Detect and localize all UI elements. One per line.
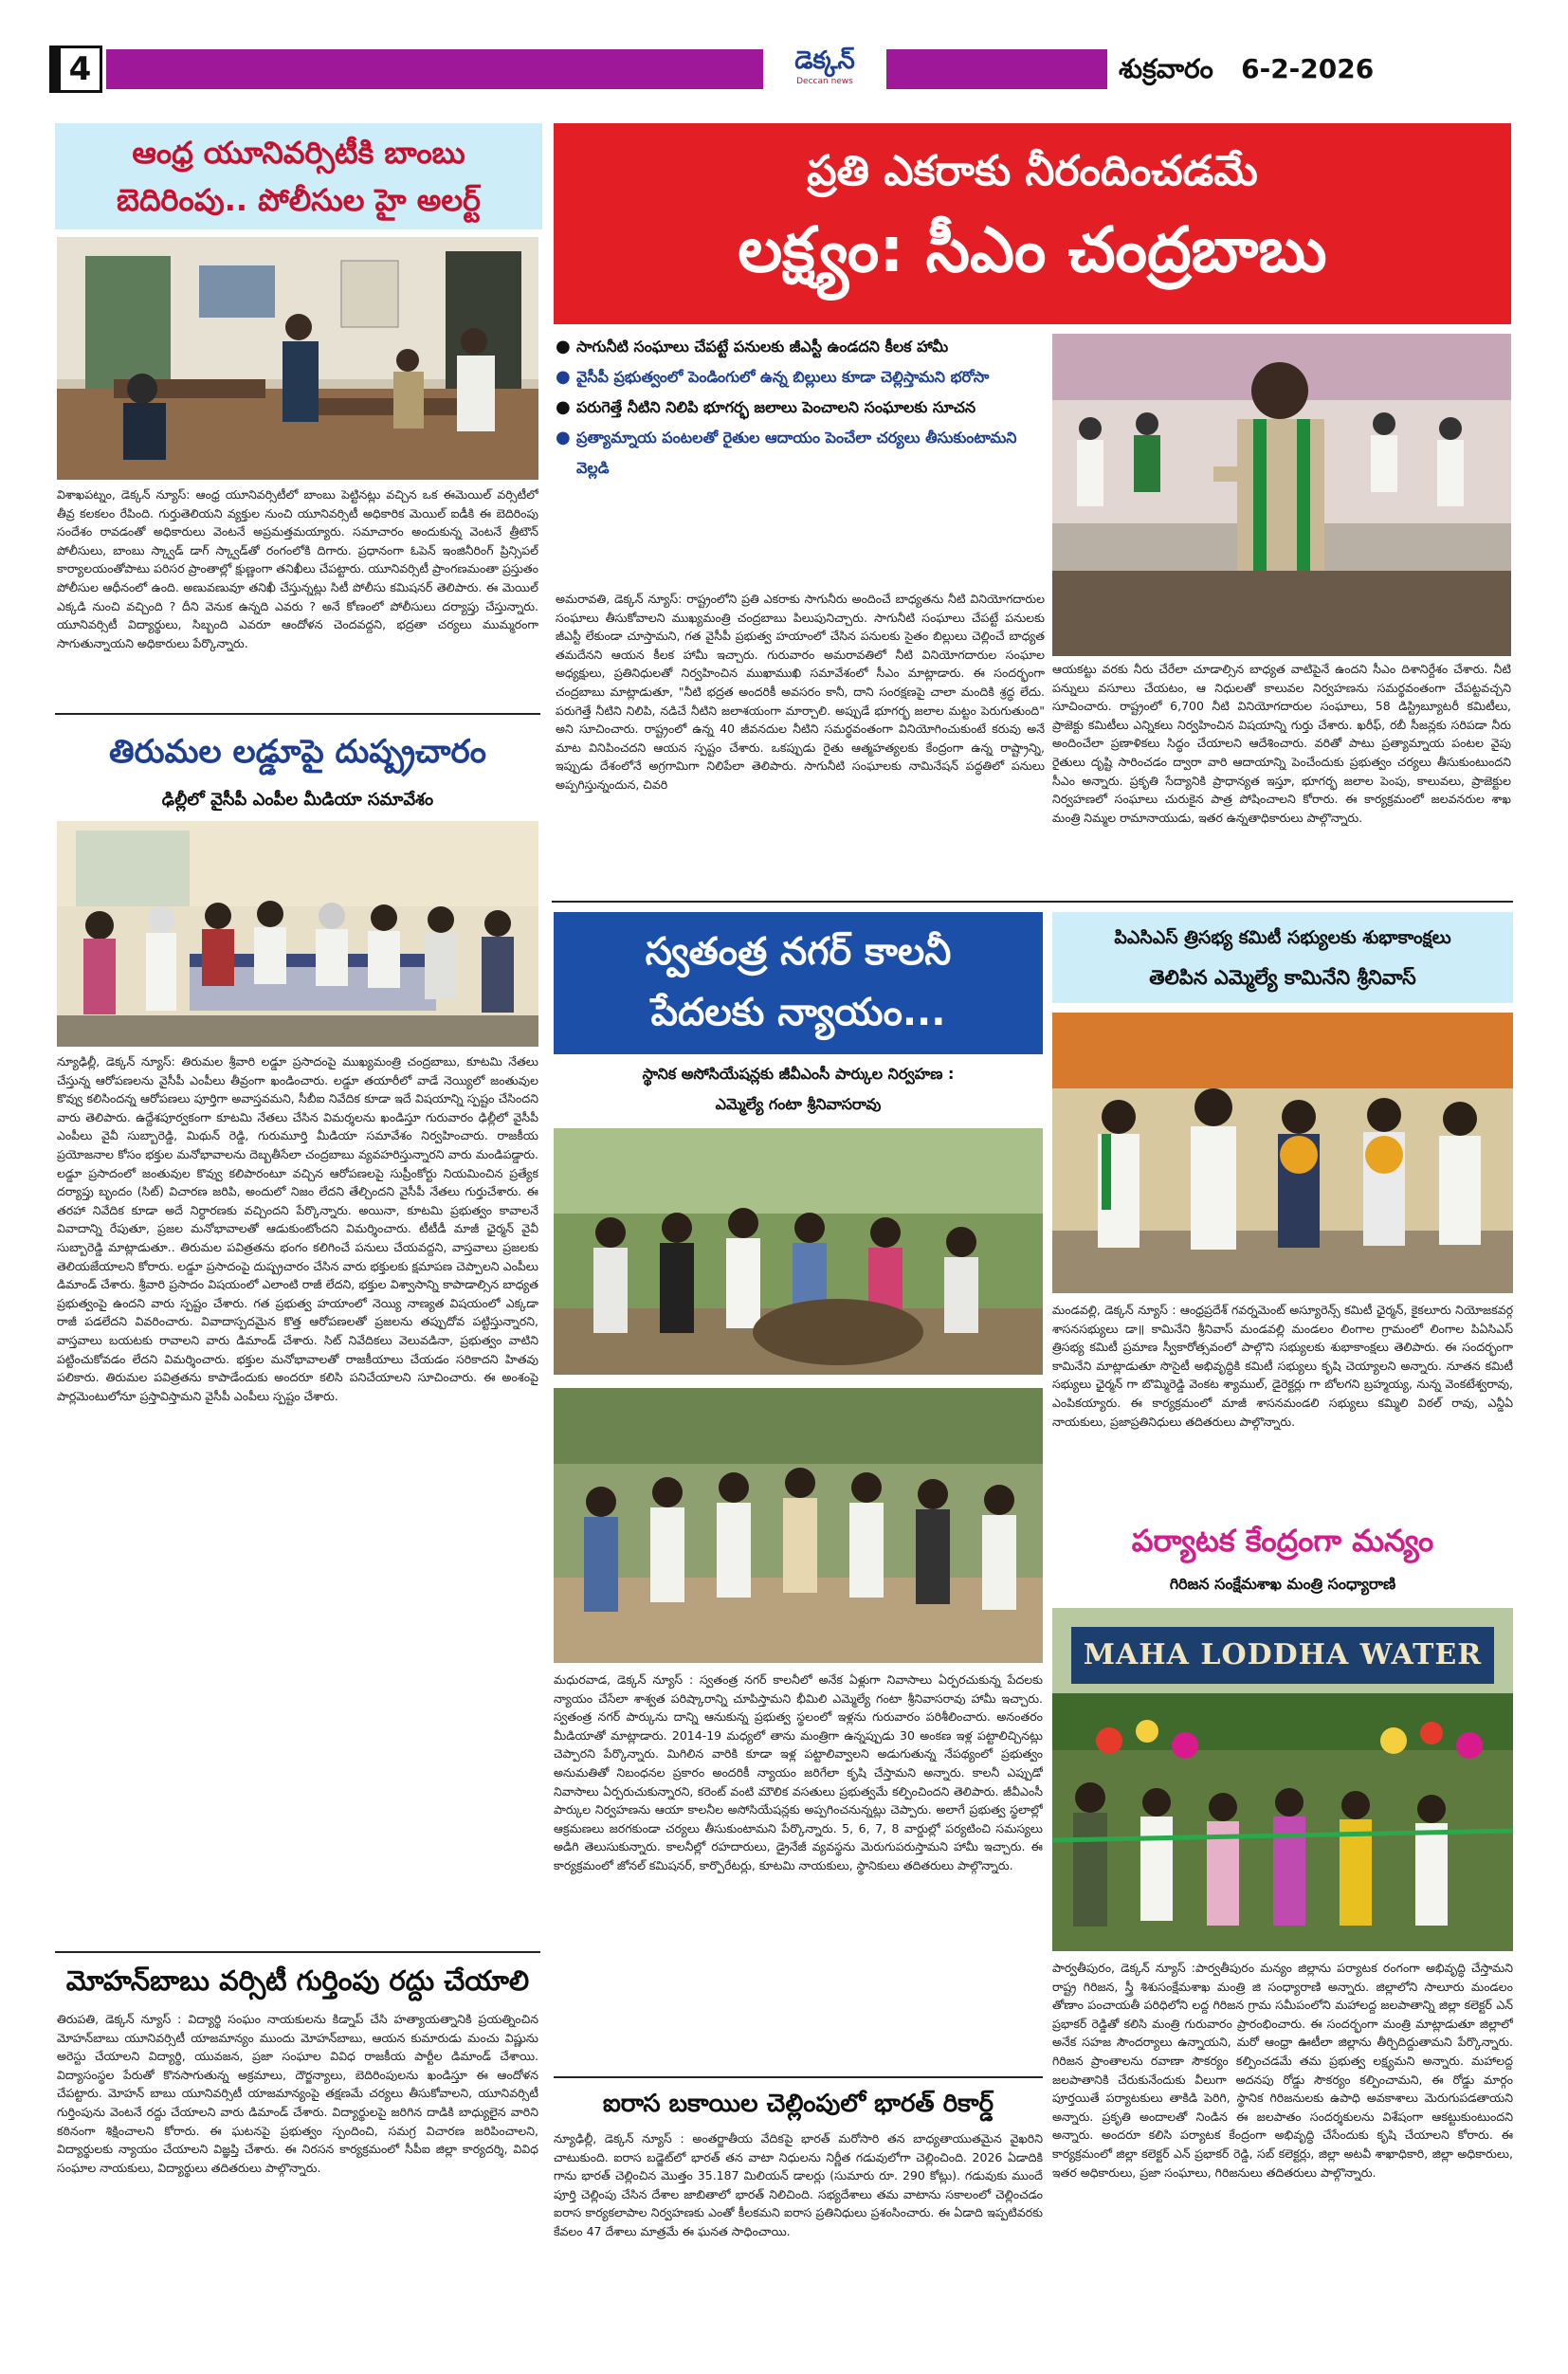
masthead-bar-right (886, 49, 1107, 89)
ap-university-headline-line1: ఆంధ్ర యూనివర్సిటీకి బాంబు (132, 135, 465, 171)
cm-bullet-text-1: సాగునీటి సంఘాలు చేపట్టే పనులకు జీఎస్టీ ఉండదని కీలక హామీ (576, 338, 949, 356)
mohanbabu-headline: మోహన్‌బాబు వర్సిటీ గుర్తింపు రద్దు చేయాలి (65, 1964, 530, 1997)
cm-body-right: ఆయకట్టు వరకు నీరు చేరేలా చూడాల్సిన బాధ్యత వాటిపైనే ఉందని సీఎం దిశానిర్దేశం చేశారు. నీటి పన్నులు వసూలు చేయటం, ఆ నిధులతో కాలువల నిర్వహణను సమర్థవంతంగా చేపట్టవచ్చని సూచించారు. రాష్ట్రంలో 6,700 నీటి వినియోగదారుల సంఘాలు, 58 డిస్ట్రిబ్యూటరీ కమిటీలు, ప్రాజెక్టు కమిటీలు ఎన్నికలు నిర్వహించిన విషయాన్ని గుర్తు చేశారు. ఖరీఫ్, రబీ సీజన్లకు సరిపడా నీరు అందించేలా ప్రణాళికలు సిద్ధం చేయాలని ఆదేశించారు. వరితో పాటు ప్రత్యామ్నాయ పంటల వైపు రైతులు దృష్టి సారించడం ద్వారా వారి ఆదాయాన్ని పెంచేందుకు ప్రభుత్వం చర్యలు తీసుకుంటుందని సీఎం అన్నారు. ప్రకృతి సేద్యానికి ప్రాధాన్యత ఇస్తూ, భూగర్భ జలాల పెంపు, కాలువలు, ప్రాజెక్టుల నిర్వహణలో సంఘాలు చురుకైన పాత్ర పోషించాలని కోరారు. ఈ కార్యక్రమంలో జలవనరుల శాఖ మంత్రి నిమ్మల రామానాయుడు, ఇతర ఉన్నతాధికారులు పాల్గొన్నారు. (1052, 662, 1511, 825)
ap-university-headline-line2: బెదిరింపు.. పోలీసుల హై అలర్ట్ (116, 182, 482, 218)
pacs-photo (1052, 1013, 1513, 1293)
logo-subtext: Deccan news (796, 77, 853, 86)
tirumala-photo (57, 821, 538, 1047)
left-divider-1 (55, 713, 540, 715)
cm-body-left: అమరావతి, డెక్కన్ న్యూస్: రాష్ట్రంలోని ప్రతి ఎకరాకు సాగునీరు అందించే బాధ్యతను నీటి వినియోగదారుల సంఘాలు తీసుకోవాలని ముఖ్యమంత్రి చంద్రబాబు పిలుపునిచ్చారు. సాగునీటి సంఘాలు చేపట్టే పనులకు జీఎస్టీ లేకుండా చూస్తామని, గత వైసీపీ ప్రభుత్వ హయాంలో చేసిన పనులకు సైతం బిల్లులు చెల్లించే బాధ్యత తమదేనని ఆయన కీలక హామీ ఇచ్చారు. గురువారం అమరావతిలో నీటి వినియోగదారుల సంఘాల అధ్యక్షులు, ప్రతినిధులతో నిర్వహించిన ముఖాముఖి సమావేశంలో సీఎం మాట్లాడారు. ఈ సందర్భంగా చంద్రబాబు మాట్లాడుతూ, "నీటి భద్రత అందరికీ అవసరం కానీ, దాని సంరక్షణపై చాలా మందికి శ్రద్ధ లేదు. పరుగెత్తే నీటిని నిలిపి, నడిచే నీటిని జలాశయంగా మార్చాలి. అప్పుడే భూగర్భ జలాల మట్టం పెరుగుతుంది" అని సూచించారు. రాష్ట్రంలో ఉన్న 40 జీవనదుల నీటిని సమర్థవంతంగా వినియోగించుకుంటే కరువు అనే మాట వినిపించదని ఆయన స్పష్టం చేశారు. ఒకప్పుడు రైతు ఆత్మహత్యలకు కేంద్రంగా ఉన్న రాష్ట్రాన్ని, ఇప్పుడు దేశంలోనే అగ్రగామిగా నిలిపేలా తెలిపారు. సాగునీటి సంఘాలకు నామినేషన్ పద్ధతిలో పనులు అప్పగిస్తున్నందున, చివరి (556, 592, 1045, 792)
cm-bullet-text-4: ప్రత్యామ్నాయ పంటలతో రైతుల ఆదాయం పెంచేలా చర్యలు తీసుకుంటామని వెల్లడి (576, 429, 1017, 477)
colony-subhead-line2: ఎమ్మెల్యే గంటా శ్రీనివాసరావు (715, 1095, 882, 1113)
un-dues-body: న్యూఢిల్లీ, డెక్కన్ న్యూస్ : అంతర్జాతీయ వేదికపై భారత్ మరోసారి తన బాధ్యతాయుతమైన వైఖరిని చాటుకుంది. ఐరాస బడ్జెట్‌లో భారత్ తన వాటా నిధులను నిర్ణీత గడువులోగా చెల్లించింది. 2026 ఏడాదికి గాను భారత్ చెల్లించిన మొత్తం 35.187 మిలియన్ డాలర్లు (సుమారు రూ. 290 కోట్లు). గడువుకు ముందే పూర్తి చెల్లింపు చేసిన దేశాల జాబితాలో భారత్ నిలిచింది. సభ్యదేశాలు తమ వాటాను సకాలంలో చెల్లించడం ఐరాస కార్యకలాపాల నిర్వహణకు ఎంతో కీలకమని ఐరాస ప్రతినిధులు ప్రశంసించారు. ఈ ఏడాది ఇప్పటివరకు కేవలం 47 దేశాలు మాత్రమే ఈ ఘనత సాధించాయి. (554, 2131, 1043, 2238)
colony-headline-line2: పేదలకు న్యాయం... (650, 991, 946, 1034)
cm-photo (1052, 334, 1511, 656)
bullet-dot-icon: ● (556, 397, 571, 417)
tourism-photo-sign: MAHA LODDHA WATER (1083, 1638, 1483, 1671)
tourism-body: పార్వతీపురం, డెక్కన్ న్యూస్ :పార్వతీపురం మన్యం జిల్లాను పర్యాటక రంగంగా అభివృద్ధి చేస్తామని రాష్ట్ర గిరిజన, స్త్రీ శిశుసంక్షేమశాఖ మంత్రి జి సంధ్యారాణి అన్నారు. జిల్లాలోని సాలూరు మండలం తోణాం పంచాయతీ పరిధిలోని లద్ద గిరిజన గ్రామ సమీపంలోని మహాలద్ద జలపాతాన్ని జిల్లా కలెక్టర్ ఎన్ ప్రభాకర్ రెడ్డితో కలిసి మంత్రి గురువారం ప్రారంభించారు. ఈ సందర్భంగా మంత్రి మాట్లాడుతూ జిల్లాలో అనేక సహజ సౌందర్యాలు ఉన్నాయని, మరో ఆంధ్రా ఊటీలా జిల్లాను తీర్చిదిద్దుతామని పేర్కొన్నారు. గిరిజన ప్రాంతాలను రవాణా సౌకర్యం కల్పించడమే తమ ప్రభుత్వ లక్ష్యమని అన్నారు. మహాలద్ద జలపాతానికి చేరుకునేందుకు వీలుగా అదనపు రోడ్డు సౌకర్యం కల్పించామని, ఈ రోడ్డు మార్గం పూర్తయితే పర్యాటకులు తాకిడి పెరిగి, స్థానిక గిరిజనులకు ఉపాధి అవకాశాలు మెరుగుపడతాయని అన్నారు. ప్రకృతి అందాలతో నిండిన ఈ జలపాతం సందర్శకులను విశేషంగా ఆకట్టుకుంటుందని అన్నారు. అందరూ కలిసి పర్యాటక కేంద్రంగా అభివృద్ధి చేసేందుకు కృషి చేయాలని కోరారు. ఈ కార్యక్రమంలో జిల్లా కలెక్టర్ ఎన్ ప్రభాకర్ రెడ్డి, సబ్ కలెక్టర్లు, జిల్లా అటవీ శాఖాధికారి, జిల్లా అధికారులు, ఇతర అధికారులు, ప్రజా సంఘాలు, గిరిజనులు తదితరులు పాల్గొన్నారు. (1052, 1961, 1513, 2180)
cm-bullet-1 (556, 332, 1045, 362)
left-divider-2 (55, 1951, 540, 1953)
logo-text: డెక్కన్ (794, 46, 855, 75)
colony-headline-line1: స్వతంత్ర నగర్ కాలనీ (645, 930, 952, 974)
ap-university-headline-box (55, 123, 542, 229)
colony-photo-1 (554, 1128, 1043, 1375)
tirumala-headline: తిరుమల లడ్డూపై దుష్ప్రచారం (109, 733, 486, 771)
cm-headline-banner (554, 123, 1511, 324)
masthead-logo (763, 46, 886, 93)
issue-date: శుక్రవారం 6-2-2026 (1119, 53, 1375, 84)
bullet-dot-icon: ● (556, 367, 571, 387)
un-dues-headline: ఐరాస బకాయిల చెల్లింపులో భారత్ రికార్డ్ (602, 2090, 994, 2118)
pacs-headline-line1: పిఎసిఎస్ త్రిసభ్య కమిటీ సభ్యులకు శుభాకాంక్షలు (1114, 927, 1451, 948)
cm-bullet-3 (556, 393, 1045, 423)
colony-headline-banner (554, 912, 1043, 1054)
pacs-body: మండవల్లి, డెక్కన్ న్యూస్ : ఆంధ్రప్రదేశ్ గవర్నమెంట్ అస్యూరెన్స్ కమిటీ ఛైర్మన్, కైకలూరు నియోజకవర్గ శాసనసభ్యులు డా॥ కామినేని శ్రీనివాస్ మండవల్లి మండలం లింగాల గ్రామంలో లింగాల పిఏసిఎస్ త్రిసభ్య కమిటీ ప్రమాణ స్వీకారోత్సవంలో పాల్గొని సభ్యులకు శుభాకాంక్షలు తెలిపారు. ఈ సందర్భంగా కామినేని మాట్లాడుతూ సొసైటీ అభివృద్ధికి కమిటీ సభ్యులు కృషి చెయ్యాలని అన్నారు. నూతన కమిటీ సభ్యులు ఛైర్మన్ గా బొమ్మిరెడ్డి వెంకట శ్యాముల్, డైరెక్టర్లు గా బోలగని బ్రహ్మయ్య, నున్న వెంకటేశ్వరావు, ఎంపికయ్యారు. ఈ కార్యక్రమంలో మాజీ శాసనమండలి సభ్యులు కమ్మిలి విఠల్ రావు, ఎన్డీఏ నాయకులు, ప్రజాప్రతినిధులు తదితరులు పాల్గొన్నారు. (1052, 1303, 1513, 1429)
tirumala-subhead: ఢిల్లీలో వైసీపీ ఎంపీల మీడియా సమావేశం (161, 790, 434, 810)
cm-bullet-text-3: పరుగెత్తే నీటిని నిలిపి భూగర్భ జలాలు పెంచాలని సంఘాలకు సూచన (576, 398, 976, 416)
page-number: 4 (68, 50, 92, 88)
pacs-headline-line2: తెలిపిన ఎమ్మెల్యే కామినేని శ్రీనివాస్ (1149, 966, 1416, 989)
colony-subhead-line1: స్థానిక అసోసియేషన్లకు జీవీఎంసీ పార్కుల నిర్వహణ : (642, 1065, 955, 1083)
mohanbabu-body: తిరుపతి, డెక్కన్ న్యూస్ : విద్యార్థి సంఘం నాయకులను కిడ్నాప్ చేసి హత్యాయత్నానికి ప్రయత్నించిన మోహన్‌బాబు యూనివర్సిటీ యాజమాన్యం ముందు మోహన్‌బాబు, ఆయన కుమారుడు మంచు విష్ణును అరెస్టు చేయాలని విద్యార్థి, యువజన, ప్రజా సంఘాల వివిధ రాజకీయ పార్టీల డిమాండ్ చేశాయి. విద్యాసంస్థల పేరుతో కొనసాగుతున్న అక్రమాలు, దౌర్జన్యాలు, బెదిరింపులను ఖండిస్తూ ఈ ఆందోళన చేపట్టారు. మోహన్ బాబు యూనివర్సిటీ యాజమాన్యంపై తక్షణమే చర్యలు తీసుకోవాలని, యూనివర్సిటీ గుర్తింపును వెంటనే రద్దు చేయాలని వారు డిమాండ్ చేశారు. విద్యార్థులపై జరిగిన దాడికి బాధ్యులైన వారిని కఠినంగా శిక్షించాలని కోరారు. ఈ ఘటనపై ప్రభుత్వం స్పందించి, సమగ్ర విచారణ జరిపించాలని, విద్యార్థులకు న్యాయం చేయాలని విజ్ఞప్తి చేశారు. ఈ నిరసన కార్యక్రమంలో సీపీఐ జిల్లా కార్యదర్శి, వివిధ సంఘాల నాయకులు, విద్యార్థులు తదితరులు పాల్గొన్నారు. (57, 2012, 538, 2175)
colony-body: మధురవాడ, డెక్కన్ న్యూస్ : స్వతంత్ర నగర్ కాలనీలో అనేక ఏళ్లుగా నివాసాలు ఏర్పరచుకున్న పేదలకు న్యాయం చేసేలా శాశ్వత పరిష్కారాన్ని చూపిస్తామని భీమిలి ఎమ్మెల్యే గంటా శ్రీనివాసరావు హామీ ఇచ్చారు. స్వతంత్ర నగర్ పార్కును దాన్ని ఆనుకున్న ప్రభుత్వ స్థలంలో ఇళ్లను గురువారం పరిశీలించారు. అనంతరం మీడియాతో మాట్లాడారు. 2014-19 మధ్యలో తాను మంత్రిగా ఉన్నప్పుడు 30 అంకణ ఇళ్ల పట్టాలిచ్చినట్లు చెప్పారని పేర్కొన్నారు. మిగిలిన వారికి కూడా ఇళ్ల పట్టాలివ్వాలని అడుగుతున్న నేపథ్యంలో ప్రభుత్వం అనుమతితో నిబంధనల ప్రకారం అందరికీ న్యాయం జరిగేలా కృషి చేస్తామని అన్నారు. కాలనీ ఎప్పుడో నివాసాలు ఏర్పరుచుకున్నారని, కరెంట్ వంటి మౌలిక వసతులు ప్రభుత్వమే కల్పించిందని తెలిపారు. జీవీఎంసీ పార్కుల నిర్వహణను ఆయా కాలనీల అసోసియేషన్లకు అప్పగించనున్నట్లు చెప్పారు. అలాగే ప్రభుత్వ స్థలాల్లో ఆక్రమణలు జరగకుండా చర్యలు తీసుకుంటామని పేర్కొన్నారు. 5, 6, 7, 8 వార్డుల్లో పర్యటించి సమస్యలు అడిగి తెలుసుకున్నారు. కాలనీల్లో రహదారులు, డ్రైనేజీ వ్యవస్థను మెరుగుపరుస్తామని హామీ ఇచ్చారు. ఈ కార్యక్రమంలో జోనల్ కమిషనర్, కార్పొరేటర్లు, కూటమి నాయకులు, స్థానికులు తదితరులు పాల్గొన్నారు. (554, 1672, 1043, 1872)
bullet-dot-icon: ● (556, 428, 571, 447)
page-number-box (49, 46, 102, 93)
cm-bullet-2 (556, 362, 1045, 393)
ap-university-body: విశాఖపట్నం, డెక్కన్ న్యూస్: ఆంధ్ర యూనివర్సిటీలో బాంబు పెట్టినట్లు వచ్చిన ఒక ఈమెయిల్ వర్సిటీలో తీవ్ర కలకలం రేపింది. గుర్తుతెలియని వ్యక్తుల నుంచి యూనివర్సిటీ అధికారిక మెయిల్ ఐడీకి ఈ బెదిరింపు సందేశం రావడంతో అధికారులు వెంటనే అప్రమత్తమయ్యారు. సమాచారం అందుకున్న వెంటనే త్రీటౌన్ పోలీసులు, బాంబు స్క్వాడ్ డాగ్ స్క్వాడ్‌తో రంగంలోకి దిగారు. ప్రధానంగా ఓపెన్ ఇంజినీరింగ్ ప్రిన్సిపల్ కార్యాలయంతోపాటు పరిసర ప్రాంతాల్లో క్షుణ్ణంగా తనిఖీలు చేపట్టారు. యూనివర్సిటీ ప్రాంగణమంతా ప్రస్తుతం పోలీసుల ఆధీనంలో ఉంది. అణువణువూ తనిఖీ చేస్తున్నట్లు సిటీ పోలీసు కమిషనర్ తెలిపారు. ఈ మెయిల్ ఎక్కడి నుంచి వచ్చింది ? దీని వెనుక ఉన్నది ఎవరు ? అనే కోణంలో పోలీసులు దర్యాప్తు చేస్తున్నారు. యూనివర్సిటీ విద్యార్థులు, సిబ్బంది ఎవరూ ఆందోళన చెందవద్దని, భద్రతా చర్యలు ముమ్మరంగా సాగుతున్నాయని అధికారులు పేర్కొన్నారు. (57, 487, 538, 650)
colony-photo-2 (554, 1388, 1043, 1663)
cm-bullet-text-2: వైసీపీ ప్రభుత్వంలో పెండింగులో ఉన్న బిల్లులు కూడా చెల్లిస్తామని భరోసా (576, 368, 990, 386)
bullet-dot-icon: ● (556, 337, 571, 356)
cm-bullet-4 (556, 423, 1045, 484)
tourism-photo (1052, 1608, 1513, 1951)
masthead-bar-left (106, 49, 763, 89)
tourism-headline: పర్యాటక కేంద్రంగా మన్యం (1131, 1523, 1434, 1559)
cm-headline-line1: ప్రతి ఎకరాకు నీరందించడమే (807, 147, 1258, 195)
ap-university-photo (57, 237, 538, 480)
tirumala-body: న్యూఢిల్లీ, డెక్కన్ న్యూస్: తిరుమల శ్రీవారి లడ్డూ ప్రసాదంపై ముఖ్యమంత్రి చంద్రబాబు, కూటమి నేతలు చేస్తున్న ఆరోపణలను వైసీపీ ఎంపీలు తీవ్రంగా ఖండించారు. లడ్డూ తయారీలో వాడే నెయ్యిలో జంతువుల కొవ్వు కలిసిందన్న ఆరోపణలు పూర్తిగా అవాస్తవమని, సీబీఐ నివేదిక కూడా ఇదే విషయాన్ని స్పష్టం చేసిందని వారు తెలిపారు. ఉద్దేశపూర్వకంగా కూటమి నేతలు చేసిన విమర్శలను ఖండిస్తూ గురువారం ఢిల్లీలో వైసీపీ ఎంపీలు వైవీ సుబ్బారెడ్డి, మిథున్ రెడ్డి, గురుమూర్తి మీడియా సమావేశం నిర్వహించారు. రాజకీయ ప్రయోజనాల కోసం భక్తుల మనోభావాలను దెబ్బతీసేలా చంద్రబాబు వ్యవహరిస్తున్నారని వారు మండిపడ్డారు. లడ్డూ ప్రసాదంలో జంతువుల కొవ్వు కలిపారంటూ వచ్చిన ఆరోపణలపై సుప్రీంకోర్టు నియమించిన ప్రత్యేక దర్యాప్తు బృందం (సిట్) విచారణ జరిపి, అందులో నిజం లేదని తేల్చిందని వైసీపీ నేతలు గుర్తుచేశారు. ఈ తరహా నివేదిక కూడా అదే నిర్ధారణకు వచ్చిందని పేర్కొన్నారు. అయినా, కూటమి ప్రభుత్వం కావాలనే వివాదాన్ని రేపుతూ, ప్రజల మనోభావాలతో ఆడుకుంటోందని విమర్శించారు. టీటీడీ మాజీ ఛైర్మన్ వైవీ సుబ్బారెడ్డి మాట్లాడుతూ.. తిరుమల పవిత్రతను భంగం కలిగించే పనులు చేయవద్దని, వాస్తవాలు ప్రజలకు తెలియజేయాలని కోరారు. లడ్డూ ప్రసాదంపై దుష్ప్రచారం చేసిన వారు భక్తులకు క్షమాపణ చెప్పాలని ఎంపీలు డిమాండ్ చేశారు. శ్రీవారి ప్రసాదం విషయంలో ఎలాంటి రాజీ లేదని, భక్తుల విశ్వాసాన్ని కాపాడాల్సిన బాధ్యత ప్రభుత్వంపై ఉందని వారు స్పష్టం చేశారు. గత ప్రభుత్వ హయాంలో నెయ్యి నాణ్యత విషయంలో ఎక్కడా రాజీ పడలేదని వివరించారు. వివాదాస్పదమైన కొత్త ఆరోపణలతో ప్రజలను తప్పుదోవ పట్టిస్తున్నారని, వాస్తవాలు బయటకు రావాలని వారు డిమాండ్ చేశారు. సిట్ నివేదికలు వెలువడినా, ప్రభుత్వం వాటిని పట్టించుకోవడం లేదని విమర్శించారు. భక్తుల మనోభావాలతో రాజకీయాలు చేయడం సరికాదని హితవు పలికారు. తిరుమల పవిత్రతను కాపాడేందుకు అందరూ కలిసి పనిచేయాలని సూచించారు. ఈ అంశంపై పార్లమెంటులోనూ ప్రస్తావిస్తామని వైసీపీ ఎంపీలు స్పష్టం చేశారు. (57, 1054, 538, 1403)
tourism-subhead: గిరిజన సంక్షేమశాఖ మంత్రి సంధ్యారాణి (1169, 1575, 1396, 1593)
cm-headline-line2: లక్ష్యం: సీఎం చంద్రబాబు (738, 213, 1327, 286)
center-bottom-divider (554, 2076, 1043, 2078)
center-divider (552, 901, 1513, 903)
pacs-headline-box (1052, 912, 1513, 1003)
cm-bullets (556, 332, 1045, 586)
